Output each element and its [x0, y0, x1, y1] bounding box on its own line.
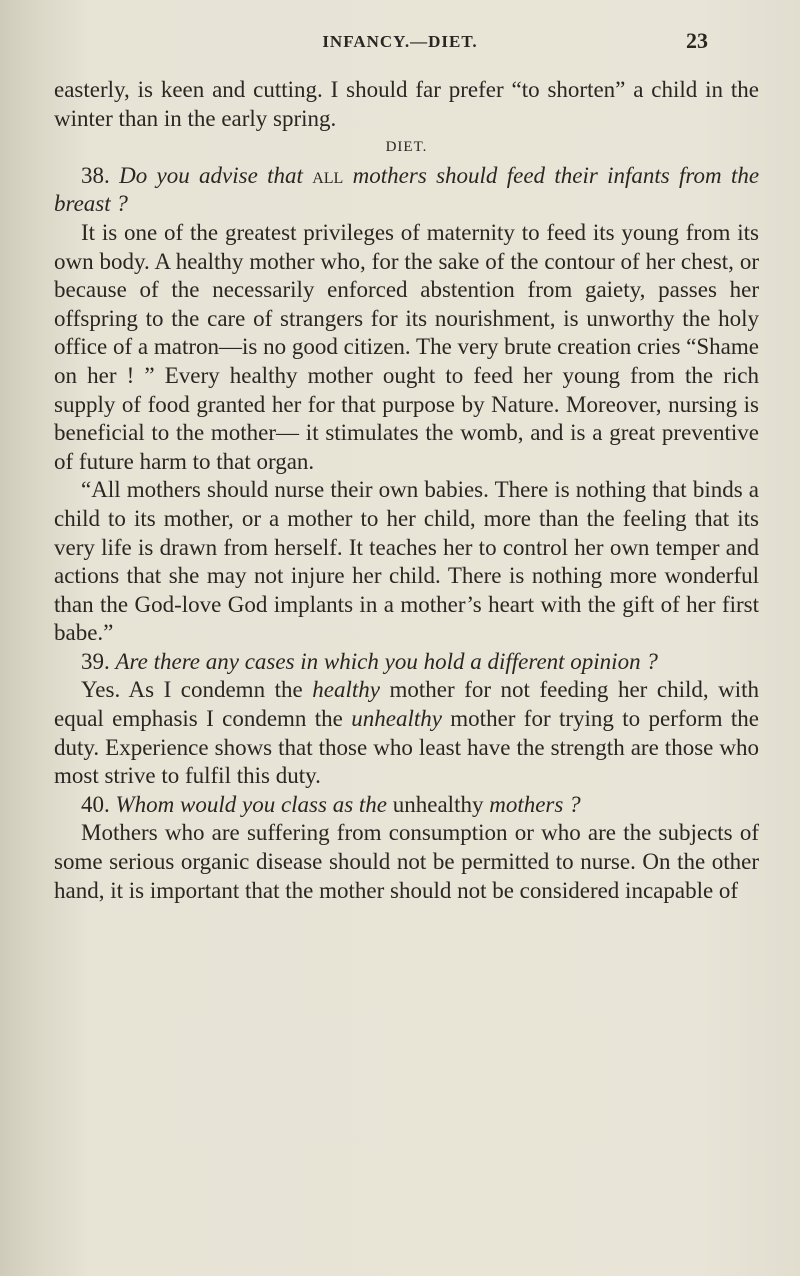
page-number: 23 [686, 28, 708, 53]
answer-38-quote: “All mothers should nurse their own babies. There is nothing that binds a child to its mother, or a mother to her child, more than the feeling that its very life is drawn from herself. It teaches her to control her own temper and actions that she may not injure her child. There is nothing more wonderful than the God-love God implants in a mother’s heart with the gift of her first babe.” [54, 477, 759, 646]
question-plain: unhealthy [392, 791, 484, 817]
question-text: Are there any cases in which you hold a different opinion ? [115, 648, 658, 674]
answer-emphasis: unhealthy [351, 706, 442, 732]
answer-40: Mothers who are suffering from consumption or who are the subjects of some serious organic disease should not be permitted to nurse. On the other hand, it is important that the mother should not be considered incapable of [54, 820, 759, 903]
answer-text: Yes. As I condemn the [81, 677, 303, 703]
question-38 [54, 162, 759, 219]
answer-text: mother for not feeding her child, with equal emphasis I condemn the [54, 677, 760, 732]
paragraph-continuation: easterly, is keen and cutting. I should far prefer “to shorten” a child in the winter than in the early spring. [54, 77, 759, 131]
question-text: Do you advise that [119, 162, 303, 188]
question-40 [54, 791, 759, 820]
question-emphasis: all [312, 162, 344, 188]
question-39 [54, 648, 759, 677]
answer-38-paragraph: It is one of the greatest privileges of maternity to feed its young from its own body. A healthy mother who, for the sake of the contour of her chest, or because of the necessarily enforced abstention from gaiety, passes her offspring to the care of strangers for its nourishment, is unworthy the holy office of a matron—is no good citizen. The very brute creation cries “Shame on her ! ” Every healthy mother ought to feed her young from the rich supply of food granted her for that purpose by Nature. Moreover, nursing is beneficial to the mother— it stimulates the womb, and is a great preventive of future harm to that organ. [54, 219, 759, 474]
question-number: 38. [81, 162, 110, 188]
body-text [54, 76, 759, 905]
question-text: mothers ? [489, 791, 581, 817]
question-number: 39. [81, 648, 110, 674]
answer-text: mother for trying to perform the duty. Experience shows that those who least have the strength are those who most strive to fulfil this duty. [54, 706, 760, 789]
running-head: INFANCY.—DIET. [322, 32, 478, 51]
section-heading: DIET. [385, 139, 428, 156]
question-text: Whom would you class as the [115, 791, 388, 817]
page-header [0, 28, 800, 56]
answer-emphasis: healthy [312, 677, 380, 703]
question-text: mothers should feed their infants from the breast ? [54, 162, 760, 217]
answer-39 [54, 676, 759, 790]
question-number: 40. [81, 791, 110, 817]
